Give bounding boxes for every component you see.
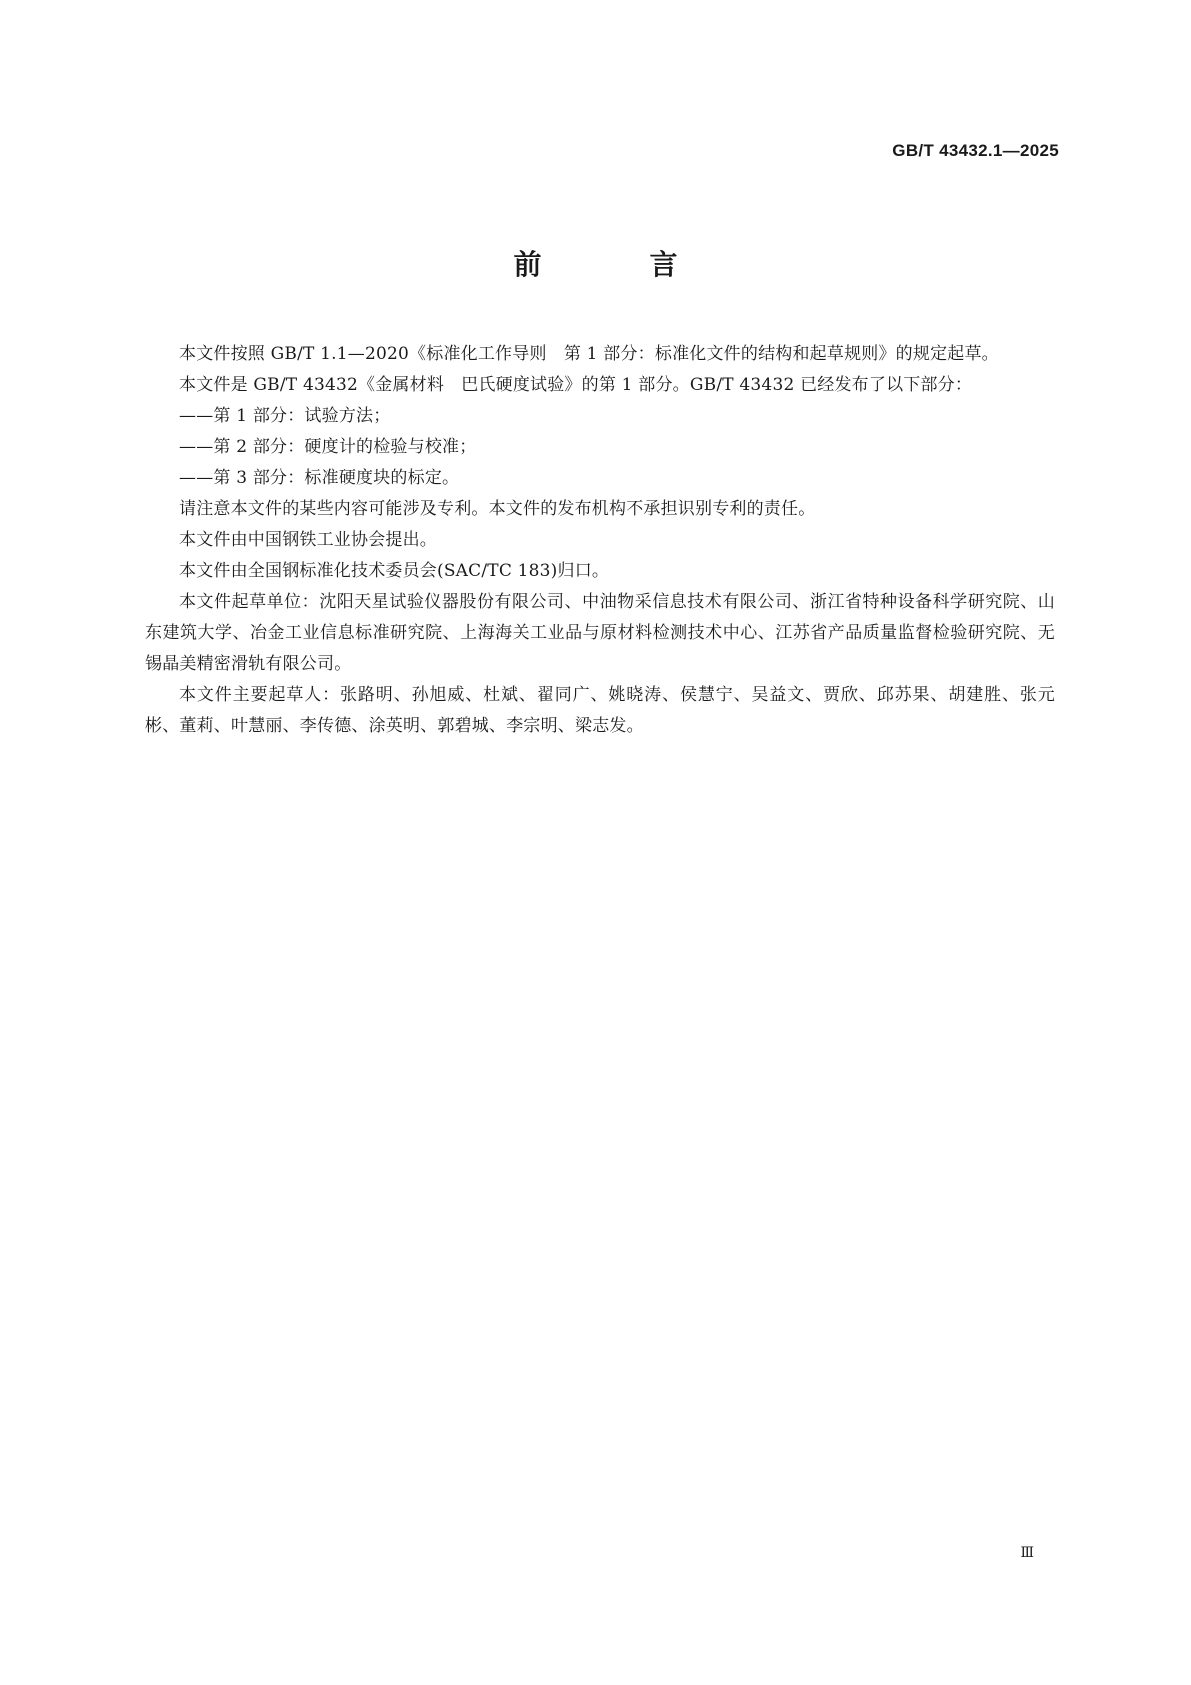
list-item-part-1: ——第 1 部分：试验方法； xyxy=(179,406,391,426)
paragraph-drafting-rules: 本文件按照 GB/T 1.1—2020《标准化工作导则 第 1 部分：标准化文件的结构和起草规则》的规定起草。 xyxy=(179,344,999,364)
paragraph-proposer: 本文件由中国钢铁工业协会提出。 xyxy=(179,530,437,550)
list-item-part-2: ——第 2 部分：硬度计的检验与校准； xyxy=(179,437,477,457)
list-item-part-3: ——第 3 部分：标准硬度块的标定。 xyxy=(179,468,460,488)
paragraph-committee: 本文件由全国钢标准化技术委员会(SAC/TC 183)归口。 xyxy=(179,561,610,581)
foreword-body xyxy=(145,339,1055,742)
page-title: 前 言 xyxy=(513,248,718,281)
paragraph-patent-notice: 请注意本文件的某些内容可能涉及专利。本文件的发布机构不承担识别专利的责任。 xyxy=(179,499,816,519)
paragraph-drafting-units: 本文件起草单位：沈阳天星试验仪器股份有限公司、中油物采信息技术有限公司、浙江省特种设备科学研究院、山东建筑大学、冶金工业信息标准研究院、上海海关工业品与原材料检测技术中心、江苏省产品质量监督检验研究院、无锡晶美精密滑轨有限公司。 xyxy=(145,592,1055,674)
paragraph-series-intro: 本文件是 GB/T 43432《金属材料 巴氏硬度试验》的第 1 部分。GB/T 43432 已经发布了以下部分： xyxy=(179,375,973,395)
standard-code: GB/T 43432.1—2025 xyxy=(892,141,1059,160)
paragraph-drafters: 本文件主要起草人：张路明、孙旭威、杜斌、翟同广、姚晓涛、侯慧宁、吴益文、贾欣、邱苏果、胡建胜、张元彬、董莉、叶慧丽、李传德、涂英明、郭碧城、李宗明、梁志发。 xyxy=(145,685,1055,736)
page-number: Ⅲ xyxy=(1020,1545,1034,1561)
